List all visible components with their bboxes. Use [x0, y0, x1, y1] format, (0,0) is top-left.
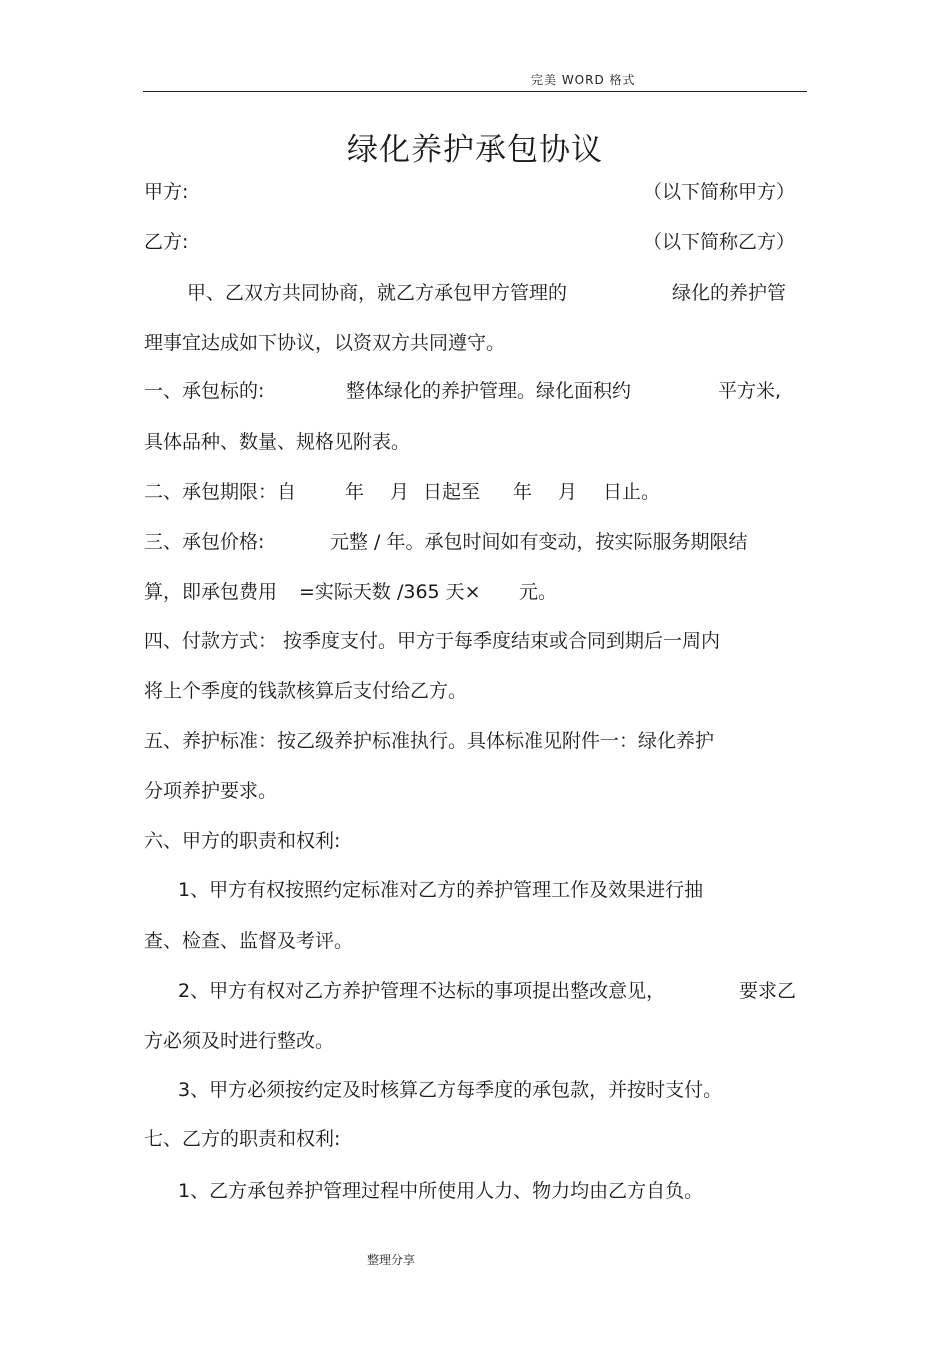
s1-unit: 平方米, [718, 380, 782, 402]
s4-line-2: 将上个季度的钱款核算后支付给乙方。 [144, 680, 468, 702]
s1-label: 一、承包标的: [144, 380, 265, 402]
s1-line-2: 具体品种、数量、规格见附表。 [144, 431, 411, 453]
s6-item-2b: 要求乙 [739, 980, 797, 1002]
s2-day-to: 日止。 [603, 481, 661, 503]
s4-line-1: 四、付款方式： 按季度支付。甲方于每季度结束或合同到期后一周内 [144, 630, 721, 652]
s3-label: 三、承包价格: [144, 531, 265, 553]
s6-item-1a: 1、甲方有权按照约定标准对乙方的养护管理工作及效果进行抽 [178, 879, 704, 901]
s5-line-2: 分项养护要求。 [144, 780, 278, 802]
s6-heading: 六、甲方的职责和权利: [144, 830, 341, 852]
s2-year-2: 年 [513, 481, 533, 503]
s6-item-1b: 查、检查、监督及考评。 [144, 930, 354, 952]
s2-month-2: 月 [558, 481, 578, 503]
page-header-text: 完美 WORD 格式 [531, 73, 636, 87]
s7-item-1: 1、乙方承包养护管理过程中所使用人力、物力均由乙方自负。 [178, 1180, 704, 1202]
header-divider [143, 91, 807, 92]
s7-heading: 七、乙方的职责和权利: [144, 1128, 341, 1150]
s3-formula: =实际天数 /365 天× [299, 581, 481, 603]
s2-label: 二、承包期限：自 [144, 481, 297, 503]
s3-line-2a: 算，即承包费用 [144, 581, 278, 603]
intro-line-2: 理事宜达成如下协议，以资双方共同遵守。 [144, 332, 506, 354]
s1-text: 整体绿化的养护管理。绿化面积约 [346, 380, 632, 402]
s3-unit: 元。 [519, 581, 558, 603]
s2-month-1: 月 [390, 481, 410, 503]
s6-item-2c: 方必须及时进行整改。 [144, 1030, 335, 1052]
party-a-note: （以下简称甲方） [643, 181, 796, 203]
party-b-note: （以下简称乙方） [643, 231, 796, 253]
intro-line-1b: 绿化的养护管 [672, 282, 787, 304]
party-a-label: 甲方: [144, 181, 189, 203]
s6-item-2a: 2、甲方有权对乙方养护管理不达标的事项提出整改意见， [178, 980, 666, 1002]
page-footer-text: 整理分享 [367, 1253, 416, 1267]
party-b-label: 乙方: [144, 231, 189, 253]
s6-item-3: 3、甲方必须按约定及时核算乙方每季度的承包款，并按时支付。 [178, 1079, 723, 1101]
s2-year-1: 年 [345, 481, 365, 503]
s2-day-from: 日起至 [423, 481, 481, 503]
intro-line-1a: 甲、乙双方共同协商，就乙方承包甲方管理的 [187, 282, 568, 304]
s5-line-1: 五、养护标准：按乙级养护标准执行。具体标准见附件一：绿化养护 [144, 730, 715, 752]
s3-text: 元整 / 年。承包时间如有变动，按实际服务期限结 [330, 531, 748, 553]
document-title: 绿化养护承包协议 [347, 132, 603, 168]
